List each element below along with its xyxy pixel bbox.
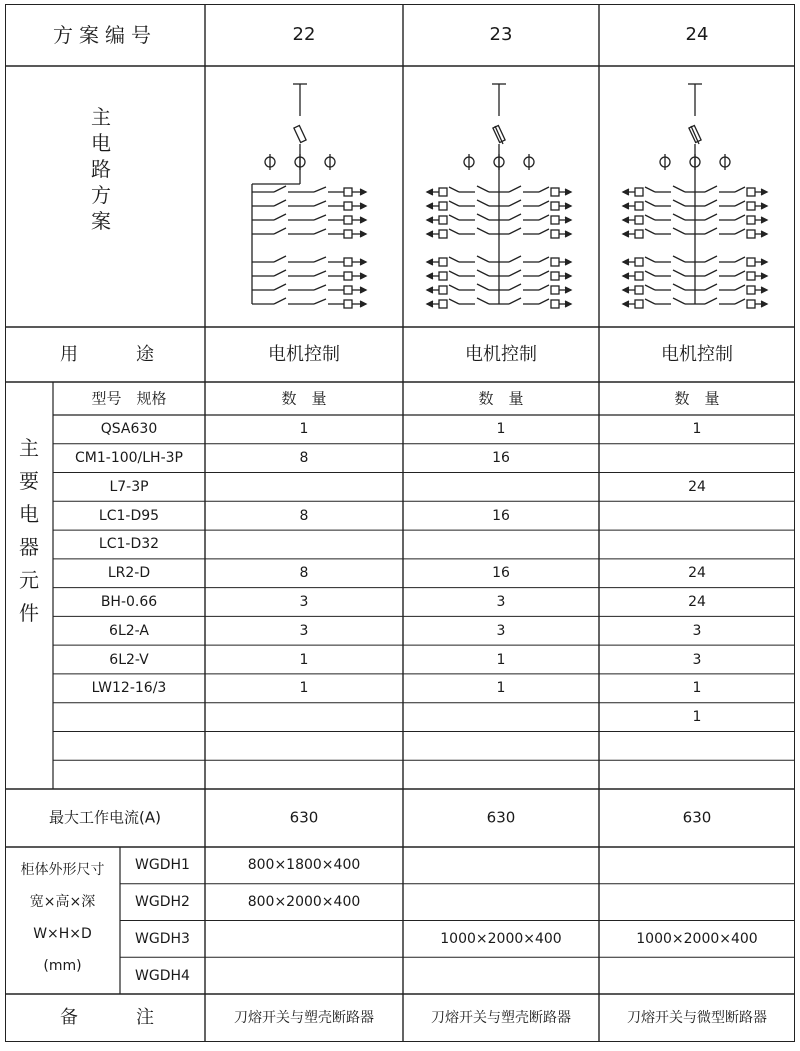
component-quantity: 1 [692, 421, 702, 438]
component-model: LC1-D32 [98, 536, 160, 553]
scheme-table [5, 4, 795, 1042]
cabinet-size-label: 柜体外形尺寸 [20, 862, 105, 878]
usage-value: 电机控制 [661, 343, 733, 365]
usage-value: 电机控制 [268, 343, 340, 365]
cabinet-model: WGDH3 [135, 930, 190, 947]
component-model: L7-3P [109, 478, 149, 495]
remarks-label: 备 [60, 1007, 78, 1028]
component-quantity: 24 [688, 478, 706, 495]
component-quantity: 3 [299, 594, 309, 610]
quantity-header: 数 量 [478, 389, 524, 407]
component-quantity: 1 [496, 651, 506, 668]
component-quantity: 16 [492, 507, 510, 524]
cabinet-model: WGDH2 [135, 894, 190, 911]
main-circuit-label: 主 电 路 方 案 [91, 105, 111, 233]
main-circuit-diagram-22 [252, 84, 366, 308]
scheme-number: 24 [685, 24, 709, 45]
component-quantity: 8 [299, 565, 309, 582]
component-quantity: 1 [299, 651, 309, 668]
component-quantity: 1 [496, 421, 506, 438]
max-current-value: 630 [289, 808, 319, 827]
remarks-value: 刀熔开关与塑壳断路器 [234, 1010, 374, 1026]
remarks-label: 注 [136, 1007, 154, 1028]
usage-label: 途 [136, 343, 154, 365]
component-quantity: 1 [299, 421, 309, 438]
component-quantity: 16 [492, 450, 510, 467]
component-quantity: 1 [692, 709, 702, 726]
component-quantity: 1 [692, 680, 702, 697]
max-current-value: 630 [486, 808, 516, 827]
component-quantity: 1 [496, 680, 506, 697]
component-quantity: 8 [299, 507, 309, 524]
remarks-value: 刀熔开关与微型断路器 [627, 1010, 767, 1026]
component-quantity: 1 [299, 680, 309, 697]
scheme-number: 22 [292, 24, 316, 45]
component-model: BH-0.66 [100, 594, 158, 610]
component-quantity: 3 [299, 622, 309, 639]
component-model: 6L2-A [109, 622, 149, 639]
component-quantity: 8 [299, 450, 309, 467]
remarks-value: 刀熔开关与塑壳断路器 [431, 1010, 571, 1026]
component-quantity: 3 [692, 622, 702, 639]
quantity-header: 数 量 [281, 389, 327, 407]
component-quantity: 24 [688, 594, 706, 610]
scheme-number: 23 [489, 24, 513, 45]
component-model: LC1-D95 [98, 507, 160, 524]
cabinet-size-label: (mm) [43, 958, 82, 974]
component-model: LR2-D [107, 565, 151, 582]
component-quantity: 3 [496, 622, 506, 639]
max-current-value: 630 [682, 808, 712, 827]
cabinet-model: WGDH1 [135, 857, 190, 874]
component-model: 6L2-V [109, 651, 149, 668]
cabinet-dimension: 800×2000×400 [247, 894, 361, 911]
component-quantity: 3 [692, 651, 702, 668]
main-circuit-diagram-24 [623, 84, 767, 308]
scheme-number-label: 方案编号 [53, 23, 157, 47]
cabinet-model: WGDH4 [135, 967, 190, 984]
cabinet-size-label: W×H×D [33, 926, 92, 942]
cabinet-dimension: 1000×2000×400 [440, 930, 562, 947]
model-spec-header: 型号 规格 [91, 389, 167, 407]
component-quantity: 24 [688, 565, 706, 582]
component-model: CM1-100/LH-3P [75, 450, 183, 467]
cabinet-size-label: 宽×高×深 [29, 894, 96, 910]
usage-value: 电机控制 [465, 343, 537, 365]
component-model: QSA630 [100, 421, 158, 438]
main-circuit-diagram-23 [427, 84, 571, 308]
max-current-label: 最大工作电流(A) [49, 808, 161, 827]
usage-label: 用 [60, 343, 78, 365]
cabinet-dimension: 1000×2000×400 [636, 930, 758, 947]
cabinet-dimension: 800×1800×400 [247, 857, 361, 874]
components-section-label: 主 要 电 器 元 件 [19, 436, 39, 625]
quantity-header: 数 量 [674, 389, 720, 407]
component-model: LW12-16/3 [91, 680, 167, 697]
component-quantity: 16 [492, 565, 510, 582]
component-quantity: 3 [496, 594, 506, 610]
